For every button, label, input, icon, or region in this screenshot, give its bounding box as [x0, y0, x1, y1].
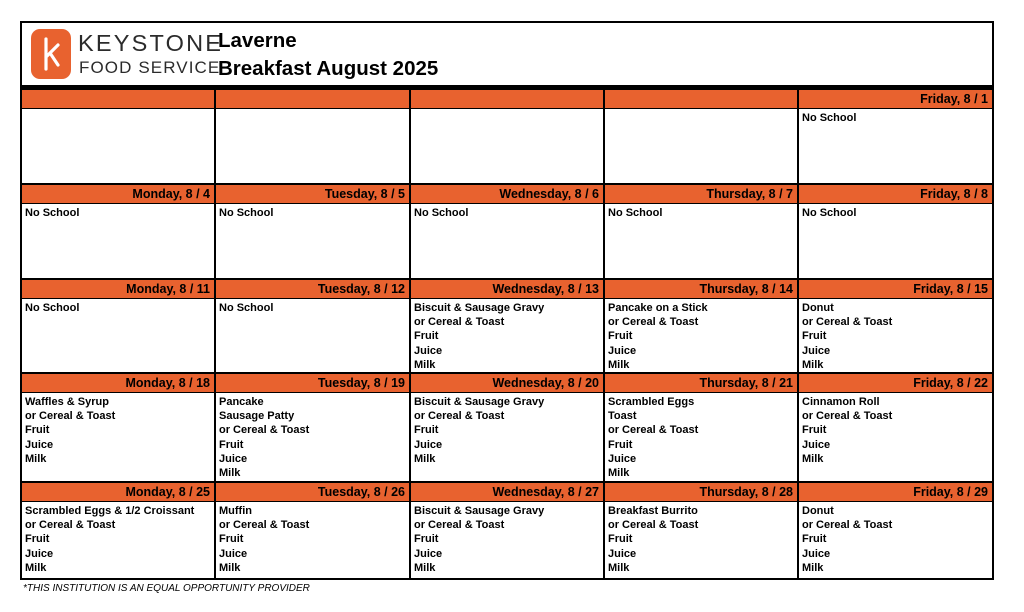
menu-item: Cinnamon Roll [802, 396, 880, 408]
menu-item: No School [219, 207, 274, 219]
day-label: Thursday, 8 / 7 [605, 185, 797, 204]
day-label [605, 90, 797, 109]
menu-item: Fruit [608, 438, 633, 451]
menu-item: No School [414, 207, 469, 219]
day-label: Wednesday, 8 / 13 [411, 280, 603, 299]
day-label: Monday, 8 / 18 [22, 374, 214, 393]
menu-item: No School [802, 112, 857, 124]
menu-item: or Cereal & Toast [608, 316, 699, 329]
menu-item: Milk [802, 452, 824, 465]
menu-item: Juice [802, 438, 831, 451]
menu-item: Milk [414, 561, 436, 574]
menu-item: Milk [802, 561, 824, 574]
menu-item: or Cereal & Toast [25, 519, 116, 532]
day-menu [799, 502, 992, 577]
day-cell [605, 483, 799, 578]
day-label: Tuesday, 8 / 19 [216, 374, 409, 393]
menu-item: Milk [608, 561, 630, 574]
day-menu [216, 109, 409, 113]
menu-item: Pancake [219, 396, 264, 408]
day-label [22, 90, 214, 109]
day-cell [216, 280, 411, 374]
day-label: Thursday, 8 / 21 [605, 374, 797, 393]
day-cell [22, 185, 216, 280]
menu-title: Breakfast August 2025 [218, 57, 439, 80]
day-cell [22, 280, 216, 374]
calendar-grid [22, 90, 992, 578]
brand-name: KEYSTONE [78, 30, 224, 56]
day-cell [411, 90, 605, 185]
day-cell [605, 185, 799, 280]
day-cell [605, 374, 799, 483]
day-menu [216, 204, 409, 222]
menu-item: Donut [802, 505, 834, 517]
day-menu [411, 204, 603, 222]
day-cell [22, 90, 216, 185]
day-label: Friday, 8 / 29 [799, 483, 992, 502]
menu-item: Juice [414, 438, 443, 451]
day-menu [22, 109, 214, 113]
day-cell [799, 185, 992, 280]
menu-item: or Cereal & Toast [802, 316, 893, 329]
menu-item: Fruit [414, 424, 439, 437]
day-menu [605, 204, 797, 222]
day-label: Tuesday, 8 / 26 [216, 483, 409, 502]
menu-item: or Cereal & Toast [25, 410, 116, 423]
menu-item: or Cereal & Toast [802, 519, 893, 532]
menu-item: Muffin [219, 505, 252, 517]
day-label: Monday, 8 / 25 [22, 483, 214, 502]
menu-item: Juice [802, 344, 831, 357]
day-menu [605, 109, 797, 113]
day-menu [216, 502, 409, 577]
day-cell [411, 483, 605, 578]
day-menu [411, 299, 603, 374]
day-menu [799, 204, 992, 222]
day-label: Thursday, 8 / 14 [605, 280, 797, 299]
menu-item: Milk [608, 467, 630, 480]
menu-item: or Cereal & Toast [414, 316, 505, 329]
menu-item: Fruit [219, 438, 244, 451]
day-label: Friday, 8 / 15 [799, 280, 992, 299]
menu-item: Fruit [414, 533, 439, 546]
menu-item: Fruit [802, 424, 827, 437]
day-label: Tuesday, 8 / 5 [216, 185, 409, 204]
menu-item: Juice [414, 344, 443, 357]
day-cell [411, 374, 605, 483]
menu-item: or Cereal & Toast [802, 410, 893, 423]
menu-item: Milk [802, 358, 824, 371]
day-label: Wednesday, 8 / 27 [411, 483, 603, 502]
day-cell [799, 280, 992, 374]
menu-item: Milk [25, 452, 47, 465]
day-label: Friday, 8 / 22 [799, 374, 992, 393]
menu-item: Juice [608, 547, 637, 560]
keystone-logo-icon [31, 29, 71, 79]
menu-item: Waffles & Syrup [25, 396, 109, 408]
menu-item: Milk [25, 561, 47, 574]
day-cell [411, 280, 605, 374]
menu-header [22, 23, 992, 90]
day-label [411, 90, 603, 109]
day-label [216, 90, 409, 109]
school-name: Laverne [218, 29, 297, 52]
menu-item: Scrambled Eggs & 1/2 Croissant [25, 505, 195, 517]
menu-item: Sausage Patty [219, 410, 295, 423]
day-menu [411, 109, 603, 113]
menu-item: Fruit [802, 533, 827, 546]
day-cell [216, 374, 411, 483]
day-cell [216, 185, 411, 280]
day-menu [22, 204, 214, 222]
menu-item: No School [25, 302, 80, 314]
menu-item: Fruit [219, 533, 244, 546]
day-label: Thursday, 8 / 28 [605, 483, 797, 502]
menu-item: Juice [414, 547, 443, 560]
day-menu [605, 393, 797, 482]
menu-item: Milk [414, 358, 436, 371]
menu-item: Milk [219, 561, 241, 574]
day-menu [411, 502, 603, 577]
day-menu [216, 299, 409, 317]
menu-item: Biscuit & Sausage Gravy [414, 505, 545, 517]
day-cell [799, 483, 992, 578]
day-menu [216, 393, 409, 482]
day-cell [22, 374, 216, 483]
menu-item: or Cereal & Toast [608, 424, 699, 437]
menu-calendar [20, 21, 994, 580]
day-cell [411, 185, 605, 280]
menu-item: Milk [608, 358, 630, 371]
menu-item: Biscuit & Sausage Gravy [414, 396, 545, 408]
menu-item: Fruit [608, 533, 633, 546]
day-menu [605, 502, 797, 577]
brand-subtitle: FOOD SERVICE [79, 58, 221, 77]
day-menu [605, 299, 797, 374]
menu-item: Biscuit & Sausage Gravy [414, 302, 545, 314]
day-label: Friday, 8 / 1 [799, 90, 992, 109]
day-menu [22, 299, 214, 317]
day-cell [605, 280, 799, 374]
menu-item: Juice [25, 438, 54, 451]
footer-disclaimer: *THIS INSTITUTION IS AN EQUAL OPPORTUNITY PROVIDER [23, 583, 310, 594]
menu-item: No School [25, 207, 80, 219]
day-label: Tuesday, 8 / 12 [216, 280, 409, 299]
menu-item: Fruit [25, 533, 50, 546]
menu-item: Fruit [25, 424, 50, 437]
day-cell [22, 483, 216, 578]
day-label: Friday, 8 / 8 [799, 185, 992, 204]
menu-item: Juice [608, 452, 637, 465]
menu-item: Pancake on a Stick [608, 302, 708, 314]
menu-item: Juice [219, 547, 248, 560]
day-menu [22, 502, 214, 577]
menu-item: Toast [608, 410, 637, 423]
day-cell [605, 90, 799, 185]
day-menu [411, 393, 603, 468]
day-label: Monday, 8 / 11 [22, 280, 214, 299]
menu-item: or Cereal & Toast [608, 519, 699, 532]
day-menu [799, 393, 992, 468]
day-label: Wednesday, 8 / 20 [411, 374, 603, 393]
day-cell [799, 90, 992, 185]
menu-item: Breakfast Burrito [608, 505, 698, 517]
day-menu [799, 109, 992, 127]
menu-item: or Cereal & Toast [414, 410, 505, 423]
menu-item: Milk [414, 452, 436, 465]
day-cell [216, 483, 411, 578]
menu-item: or Cereal & Toast [219, 424, 310, 437]
menu-item: Fruit [608, 330, 633, 343]
day-menu [799, 299, 992, 374]
menu-item: Milk [219, 467, 241, 480]
day-label: Wednesday, 8 / 6 [411, 185, 603, 204]
day-menu [22, 393, 214, 468]
menu-item: Fruit [414, 330, 439, 343]
menu-item: Fruit [802, 330, 827, 343]
menu-item: Juice [608, 344, 637, 357]
menu-item: Donut [802, 302, 834, 314]
menu-item: or Cereal & Toast [414, 519, 505, 532]
day-cell [799, 374, 992, 483]
menu-item: No School [802, 207, 857, 219]
menu-item: or Cereal & Toast [219, 519, 310, 532]
menu-item: No School [219, 302, 274, 314]
menu-item: No School [608, 207, 663, 219]
menu-item: Juice [802, 547, 831, 560]
day-label: Monday, 8 / 4 [22, 185, 214, 204]
menu-item: Juice [25, 547, 54, 560]
day-cell [216, 90, 411, 185]
menu-item: Scrambled Eggs [608, 396, 695, 408]
menu-item: Juice [219, 452, 248, 465]
